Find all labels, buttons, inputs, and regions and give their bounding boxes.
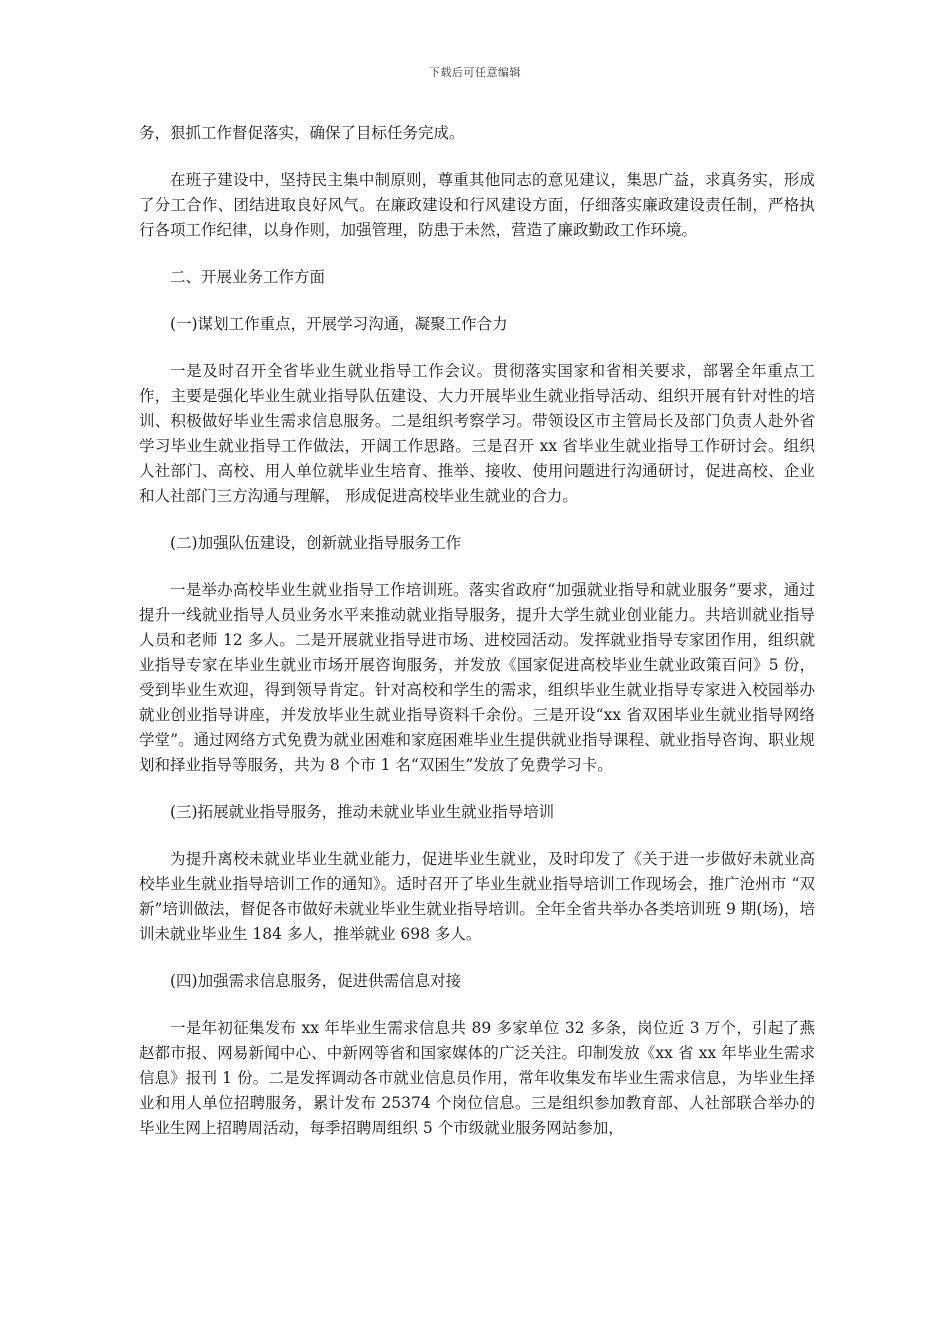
paragraph-team-building: 在班子建设中，坚持民主集中制原则，尊重其他同志的意见建议，集思广益，求真务实，形成了分工合作、团结进取良好风气。在廉政建设和行风建设方面，仔细落实廉政建设责任制，严格执行各项工作纪律，以身作则，加强管理，防患于未然，营造了廉政勤政工作环境。 [139, 171, 815, 239]
subsection-heading-2: (二)加强队伍建设，创新就业指导服务工作 [170, 534, 462, 552]
subsection-heading-1: (一)谋划工作重点，开展学习沟通，凝聚工作合力 [170, 315, 508, 333]
subsection-heading-4: (四)加强需求信息服务，促进供需信息对接 [170, 972, 462, 990]
paragraph-subsection-2: 一是举办高校毕业生就业指导工作培训班。落实省政府“加强就业指导和就业服务”要求，通过提升一线就业指导人员业务水平来推动就业指导服务，提升大学生就业创业能力。共培训就业指导人员和老师 12 多人。二是开展就业指导进市场、进校园活动。发挥就业指导专家团作用，组织就业指导专家在毕业生就业市场开展咨询服务，并发放《国家促进高校毕业生就业政策百问》5 份，受到毕业生欢迎，得到领导肯定。针对高校和学生的需求，组织毕业生就业指导专家进入校园举办就业创业指导讲座，并发放毕业生就业指导资料千余份。三是开设“xx 省双困毕业生就业指导网络学堂”。通过网络方式免费为就业困难和家庭困难毕业生提供就业指导课程、就业指导咨询、职业规划和择业指导等服务，共为 8 个市 1 名“双困生”发放了免费学习卡。 [139, 581, 815, 774]
subsection-heading-3: (三)拓展就业指导服务，推动未就业毕业生就业指导培训 [170, 803, 555, 821]
paragraph-subsection-3: 为提升离校未就业毕业生就业能力，促进毕业生就业，及时印发了《关于进一步做好未就业高校毕业生就业指导培训工作的通知》。适时召开了毕业生就业指导培训工作现场会，推广沧州市 “双新”培训做法，督促各市做好未就业毕业生就业指导培训。全年全省共举办各类培训班 9 期(场)，培训未就业毕业生 184 多人，推举就业 698 多人。 [139, 850, 815, 943]
section-heading-business-work: 二、开展业务工作方面 [170, 268, 326, 286]
paragraph-subsection-1: 一是及时召开全省毕业生就业指导工作会议。贯彻落实国家和省相关要求，部署全年重点工作，主要是强化毕业生就业指导队伍建设、大力开展毕业生就业指导活动、组织开展有针对性的培训、积极做好毕业生需求信息服务。二是组织考察学习。带领设区市主管局长及部门负责人赴外省学习毕业生就业指导工作做法，开阔工作思路。三是召开 xx 省毕业生就业指导工作研讨会。组织人社部门、高校、用人单位就毕业生培育、推举、接收、使用问题进行沟通研讨，促进高校、企业和人社部门三方沟通与理解， 形成促进高校毕业生就业的合力。 [139, 362, 815, 505]
document-body [139, 121, 815, 1141]
paragraph-subsection-4: 一是年初征集发布 xx 年毕业生需求信息共 89 多家单位 32 多条，岗位近 3 万个，引起了燕赵都市报、网易新闻中心、中新网等省和国家媒体的广泛关注。印制发放《xx 省 xx 年毕业生需求信息》报刊 1 份。二是发挥调动各市就业信息员作用，常年收集发布毕业生需求信息，为毕业生择业和用人单位招聘服务，累计发布 25374 个岗位信息。三是组织参加教育部、人社部联合举办的毕业生网上招聘周活动，每季招聘周组织 5 个市级就业服务网站参加， [139, 1019, 815, 1137]
page-header-note: 下载后可任意编辑 [429, 66, 521, 79]
paragraph-continuation: 务，狠抓工作督促落实，确保了目标任务完成。 [139, 124, 465, 142]
